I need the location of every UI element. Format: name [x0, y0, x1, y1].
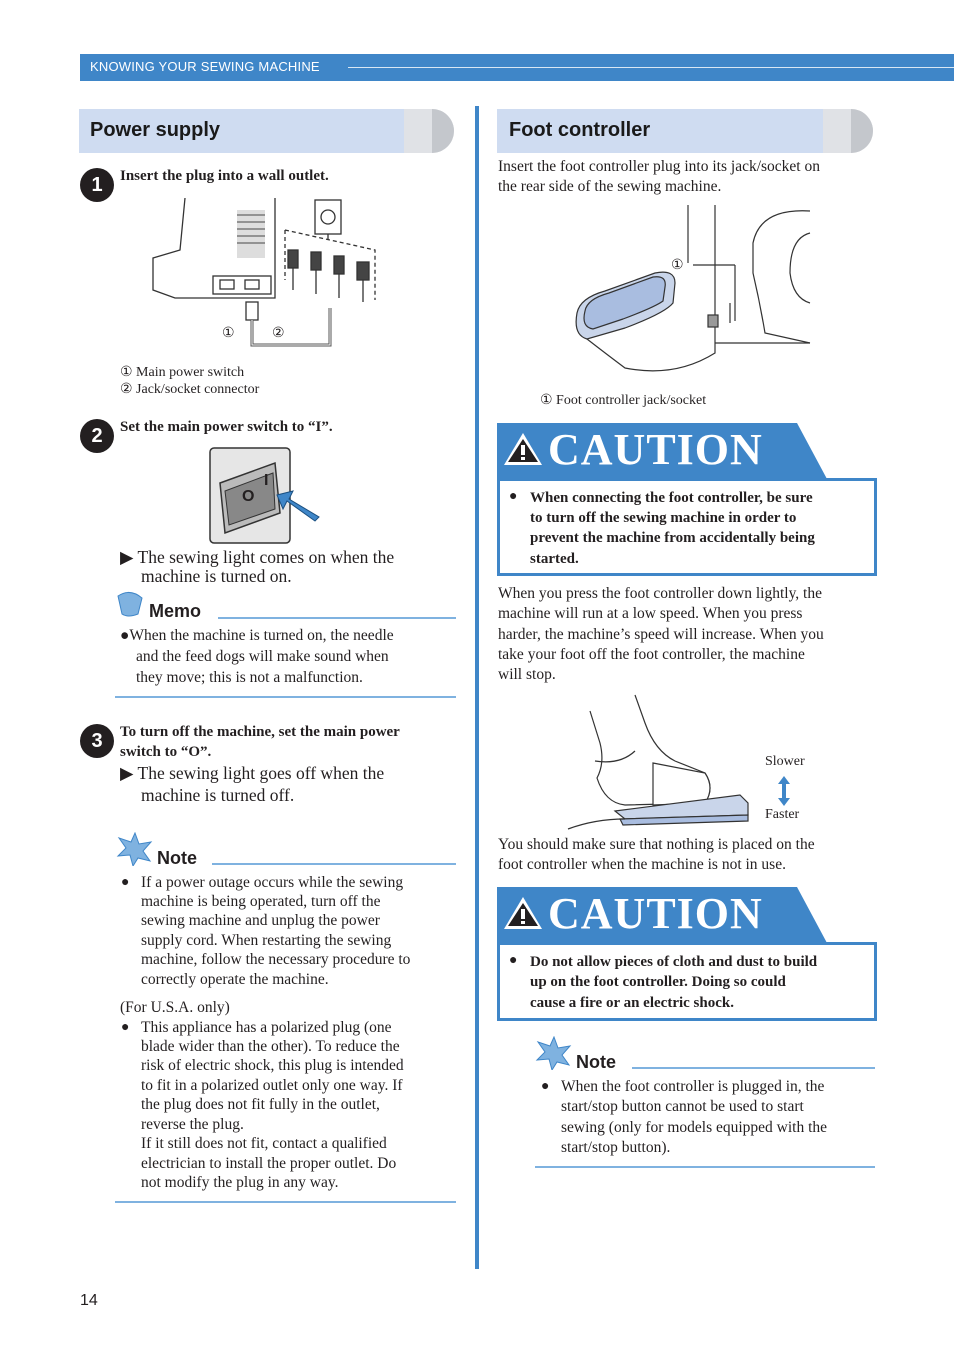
para1-line-1: When you press the foot controller down lightly, the: [498, 585, 822, 602]
note-left-b2-l9: not modify the plug in any way.: [141, 1174, 339, 1191]
note-left-b2-l1: This appliance has a polarized plug (one: [141, 1019, 392, 1036]
step-3-instruction-line-1: To turn off the machine, set the main power: [120, 724, 400, 740]
callout-1: ①: [222, 326, 235, 341]
para2-line-1: You should make sure that nothing is placed on the: [498, 836, 815, 853]
caution-1-bullet: ●: [509, 489, 518, 504]
wall-outlet-illustration: [145, 190, 390, 360]
speed-slower-label: Slower: [765, 754, 805, 769]
caution-1-line-2: to turn off the sewing machine in order to: [530, 510, 797, 526]
memo-line-2: and the feed dogs will make sound when: [136, 648, 389, 665]
note-left-b1-l2: machine is being operated, turn off the: [141, 893, 381, 910]
note-right-line-3: sewing (only for models equipped with the: [561, 1119, 828, 1136]
foot-legend-jack: ① Foot controller jack/socket: [540, 393, 707, 408]
note-left-b1-l3: sewing machine and unplug the power: [141, 912, 380, 929]
step-2-instruction: Set the main power switch to “I”.: [120, 419, 333, 435]
caution-2-label: CAUTION: [548, 889, 763, 938]
caution-1-label: CAUTION: [548, 425, 763, 474]
note-left-b2-l7: If it still does not fit, contact a qualified: [141, 1135, 387, 1152]
step-2-result-line-2: machine is turned on.: [141, 566, 292, 586]
note-label-right: Note: [576, 1052, 616, 1072]
legend-main-power-switch: ① Main power switch: [120, 365, 245, 380]
memo-line-1: ●When the machine is turned on, the needle: [120, 627, 394, 644]
note-rule-top-left: [212, 863, 456, 865]
speed-faster-label: Faster: [765, 807, 800, 822]
foot-callout-1: ①: [671, 258, 684, 273]
note-left-b2-l3: risk of electric shock, this plug is intended: [141, 1057, 404, 1074]
caution-2-bullet: ●: [509, 953, 518, 968]
switch-on-label: I: [264, 472, 269, 489]
para1-line-2: machine will run at a low speed. When you press: [498, 605, 803, 622]
foot-intro-line-2: the rear side of the sewing machine.: [498, 178, 722, 195]
foot-intro-line-1: Insert the foot controller plug into its jack/socket on: [498, 158, 820, 175]
note-rule-bottom-right: [535, 1166, 875, 1168]
memo-label: Memo: [149, 601, 202, 621]
note-label-left: Note: [157, 848, 197, 868]
para1-line-4: take your foot off the foot controller, the machine: [498, 646, 805, 663]
para1-line-5: will stop.: [498, 666, 556, 683]
note-icon: [116, 832, 154, 866]
caution-2-line-1: Do not allow pieces of cloth and dust to build: [530, 954, 818, 970]
caution-2-line-2: up on the foot controller. Doing so could: [530, 974, 786, 990]
note-left-b2-l6: reverse the plug.: [141, 1116, 244, 1133]
memo-line-3: they move; this is not a malfunction.: [136, 669, 363, 686]
note-rule-bottom-left: [115, 1201, 456, 1203]
note-left-usa: (For U.S.A. only): [120, 999, 230, 1016]
foot-pressing-illustration: [565, 693, 760, 833]
step-1-number: 1: [80, 168, 114, 202]
switch-off-label: O: [242, 488, 255, 505]
note-left-b1-l6: correctly operate the machine.: [141, 971, 329, 988]
note-left-b1-l4: supply cord. When restarting the sewing: [141, 932, 392, 949]
step-2-result-line-1: ▶ The sewing light comes on when the: [120, 547, 395, 567]
step-3-result-line-2: machine is turned off.: [141, 785, 295, 805]
note-icon-right: [535, 1036, 573, 1070]
step-1-instruction: Insert the plug into a wall outlet.: [120, 168, 329, 184]
step-3-number: 3: [80, 724, 114, 758]
caution-2-line-3: cause a fire or an electric shock.: [530, 995, 734, 1011]
note-left-b1-l1: If a power outage occurs while the sewing: [141, 874, 404, 891]
step-2-number: 2: [80, 419, 114, 453]
note-left-b2-l8: electrician to install the proper outlet. Do: [141, 1155, 397, 1172]
section-title-power-supply: Power supply: [90, 119, 221, 141]
caution-1-line-1: When connecting the foot controller, be sure: [530, 490, 813, 506]
caution-1-line-4: started.: [530, 551, 579, 567]
note-right-line-4: start/stop button).: [561, 1139, 671, 1156]
legend-jack-connector: ② Jack/socket connector: [120, 382, 260, 397]
foot-controller-illustration: [565, 203, 815, 383]
note-right-line-1: When the foot controller is plugged in, the: [561, 1078, 825, 1095]
power-switch-illustration: [205, 443, 330, 548]
memo-rule-top: [218, 617, 456, 619]
para2-line-2: foot controller when the machine is not in use.: [498, 856, 786, 873]
note-bullet-2: ●: [121, 1020, 130, 1035]
callout-2: ②: [272, 326, 285, 341]
step-3-result-line-1: ▶ The sewing light goes off when the: [120, 763, 385, 783]
note-right-line-2: start/stop button cannot be used to start: [561, 1098, 804, 1115]
column-divider: [475, 106, 479, 1269]
para1-line-3: harder, the machine’s speed will increase. When you: [498, 626, 824, 643]
note-bullet-1: ●: [121, 875, 130, 890]
caution-1-line-3: prevent the machine from accidentally being: [530, 530, 815, 546]
section-title-foot-controller: Foot controller: [509, 119, 651, 141]
page-number: 14: [80, 1292, 98, 1309]
speed-arrow-icon: [777, 776, 791, 806]
memo-rule-bottom: [115, 696, 456, 698]
header-section-title: KNOWING YOUR SEWING MACHINE: [90, 59, 320, 74]
note-left-b2-l4: to fit in a polarized outlet only one way. If: [141, 1077, 403, 1094]
note-right-bullet: ●: [541, 1079, 550, 1094]
note-left-b2-l5: the plug does not fit fully in the outlet,: [141, 1096, 380, 1113]
header-rule: [348, 67, 954, 68]
note-left-b1-l5: machine, follow the necessary procedure to: [141, 951, 411, 968]
note-left-b2-l2: blade wider than the other). To reduce the: [141, 1038, 400, 1055]
note-rule-top-right: [632, 1067, 875, 1069]
step-3-instruction-line-2: switch to “O”.: [120, 744, 212, 760]
memo-icon: [114, 590, 148, 620]
